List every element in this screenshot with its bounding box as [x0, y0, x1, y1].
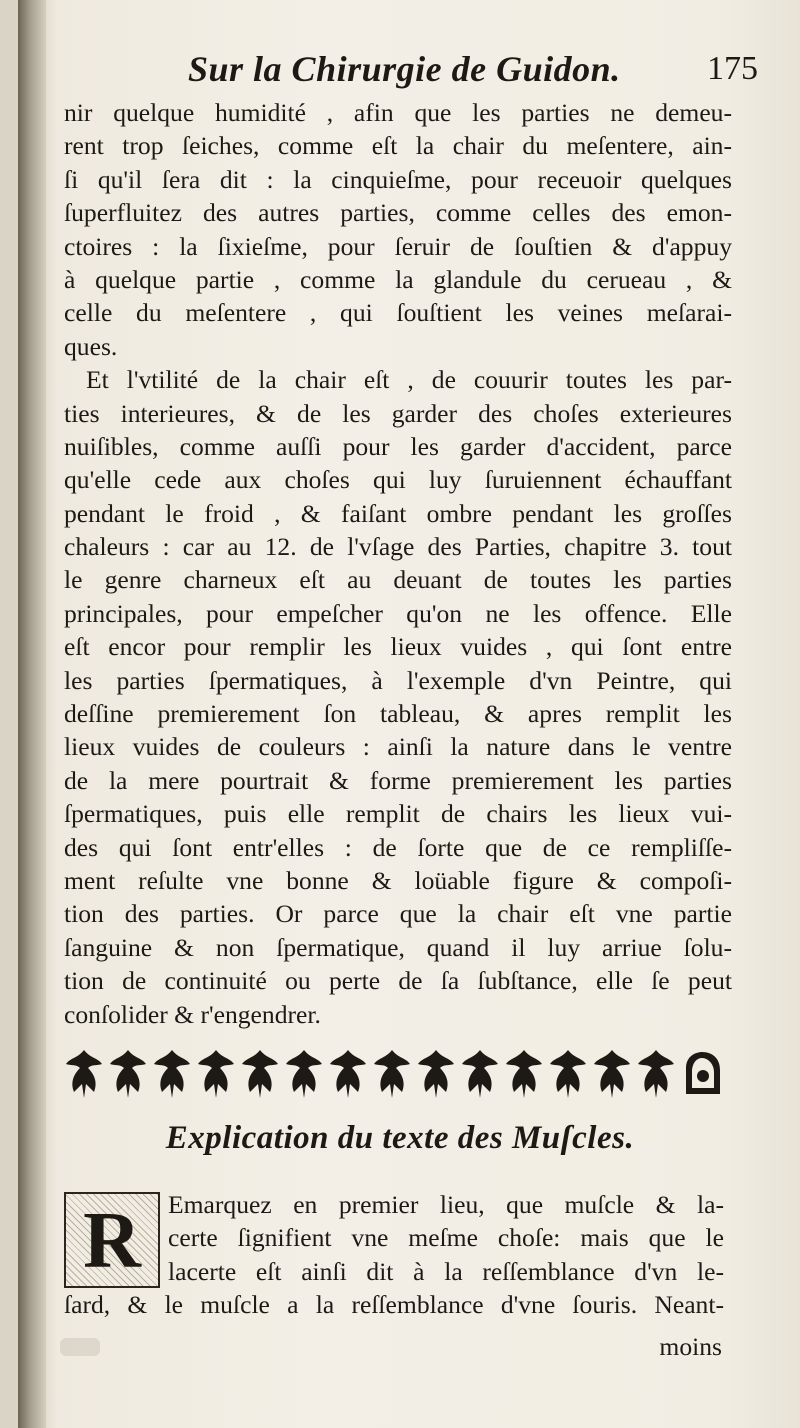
fleuron-icon — [330, 1050, 366, 1098]
text-line: principales, pour empeſcher qu'on ne les offence. Elle — [64, 598, 732, 628]
running-title: Sur la Chirurgie de Guidon. — [188, 49, 621, 89]
fleuron-icon — [286, 1050, 322, 1098]
text-line: ſpermatiques, puis elle remplit de chairs les lieux vui- — [64, 799, 732, 829]
text-line: chaleurs : car au 12. de l'vſage des Parties, chapitre 3. tout — [64, 532, 732, 562]
page-gutter-shadow — [18, 0, 46, 1428]
text-line: les parties ſpermatiques, à l'exemple d'vn Peintre, qui — [64, 665, 732, 695]
text-line: deſſine premierement ſon tableau, & apres remplit les — [64, 699, 732, 729]
text-line: Et l'vtilité de la chair eſt , de couurir toutes les par- — [86, 365, 732, 395]
fleuron-icon — [198, 1050, 234, 1098]
text-line: à quelque partie , comme la glandule du cerueau , & — [64, 264, 732, 294]
section-heading: Explication du texte des Muſcles. — [165, 1120, 635, 1156]
text-line: ſi qu'il ſera dit : la cinquieſme, pour receuoir quelques — [64, 164, 732, 194]
catchword: moins — [659, 1332, 722, 1361]
text-line: ſuperfluitez des autres parties, comme celles des emon- — [64, 198, 732, 228]
fleuron-icon — [638, 1050, 674, 1098]
fleuron-ornament-band — [60, 1046, 724, 1098]
page-header — [168, 48, 768, 96]
text-line: tion de continuité ou perte de ſa ſubſtance, elle ſe peut — [64, 966, 732, 996]
text-line: ſanguine & non ſpermatique, quand il luy arriue ſolu- — [64, 932, 732, 962]
text-line: ſard, & le muſcle a la reſſemblance d'vne ſouris. Neant- — [64, 1290, 724, 1320]
text-line: Emarquez en premier lieu, que muſcle & la- — [168, 1190, 724, 1219]
section-text — [64, 1188, 724, 1322]
body-text — [64, 96, 732, 1031]
fleuron-icon — [242, 1050, 278, 1098]
text-line: tion des parties. Or parce que la chair eſt vne partie — [64, 899, 732, 929]
text-line: celle du meſentere , qui ſouſtient les veines meſarai- — [64, 298, 732, 328]
text-line: rent trop ſeiches, comme eſt la chair du meſentere, ain- — [64, 131, 732, 161]
fleuron-icon — [154, 1050, 190, 1098]
text-line: ties interieures, & de les garder des choſes exterieures — [64, 398, 732, 428]
fleuron-icon — [374, 1050, 410, 1098]
text-line: ques. — [64, 331, 118, 361]
text-line: eſt encor pour remplir les lieux vuides , qui ſont entre — [64, 632, 732, 662]
text-line: lacerte eſt ainſi dit à la reſſemblance d'vn le- — [168, 1256, 724, 1286]
text-line: lieux vuides de couleurs : ainſi la nature dans le ventre — [64, 732, 732, 762]
text-line: certe ſignifient vne meſme choſe: mais que le — [168, 1223, 724, 1253]
fleuron-icon — [418, 1050, 454, 1098]
text-line: de la mere pourtrait & forme premierement les parties — [64, 765, 732, 795]
ink-smudge — [60, 1338, 100, 1356]
page-number: 175 — [707, 50, 758, 87]
fleuron-icon — [110, 1050, 146, 1098]
text-line: le genre charneux eſt au deuant de toutes les parties — [64, 565, 732, 595]
text-line: ctoires : la ſixieſme, pour ſeruir de ſouſtien & d'appuy — [64, 231, 732, 261]
text-line: ment reſulte vne bonne & loüable figure & compoſi- — [64, 865, 732, 895]
text-line: nir quelque humidité , afin que les parties ne demeu- — [64, 98, 732, 127]
dropcap-woodcut — [64, 1192, 160, 1288]
fleuron-icon — [550, 1050, 586, 1098]
text-line: des qui ſont entr'elles : de ſorte que de ce rempliſſe- — [64, 832, 732, 862]
end-ornament-icon — [686, 1052, 720, 1094]
text-line: nuiſibles, comme auſſi pour les garder d'accident, parce — [64, 431, 732, 461]
fleuron-icon — [462, 1050, 498, 1098]
fleuron-icon — [594, 1050, 630, 1098]
text-line: pendant le froid , & faiſant ombre pendant les groſſes — [64, 498, 732, 528]
fleuron-icon — [66, 1050, 102, 1098]
fleuron-icon — [506, 1050, 542, 1098]
text-line: conſolider & r'engendrer. — [64, 999, 321, 1029]
dropcap-letter: R — [83, 1197, 141, 1285]
text-line: qu'elle cede aux choſes qui luy ſuruiennent échauffant — [64, 465, 732, 495]
